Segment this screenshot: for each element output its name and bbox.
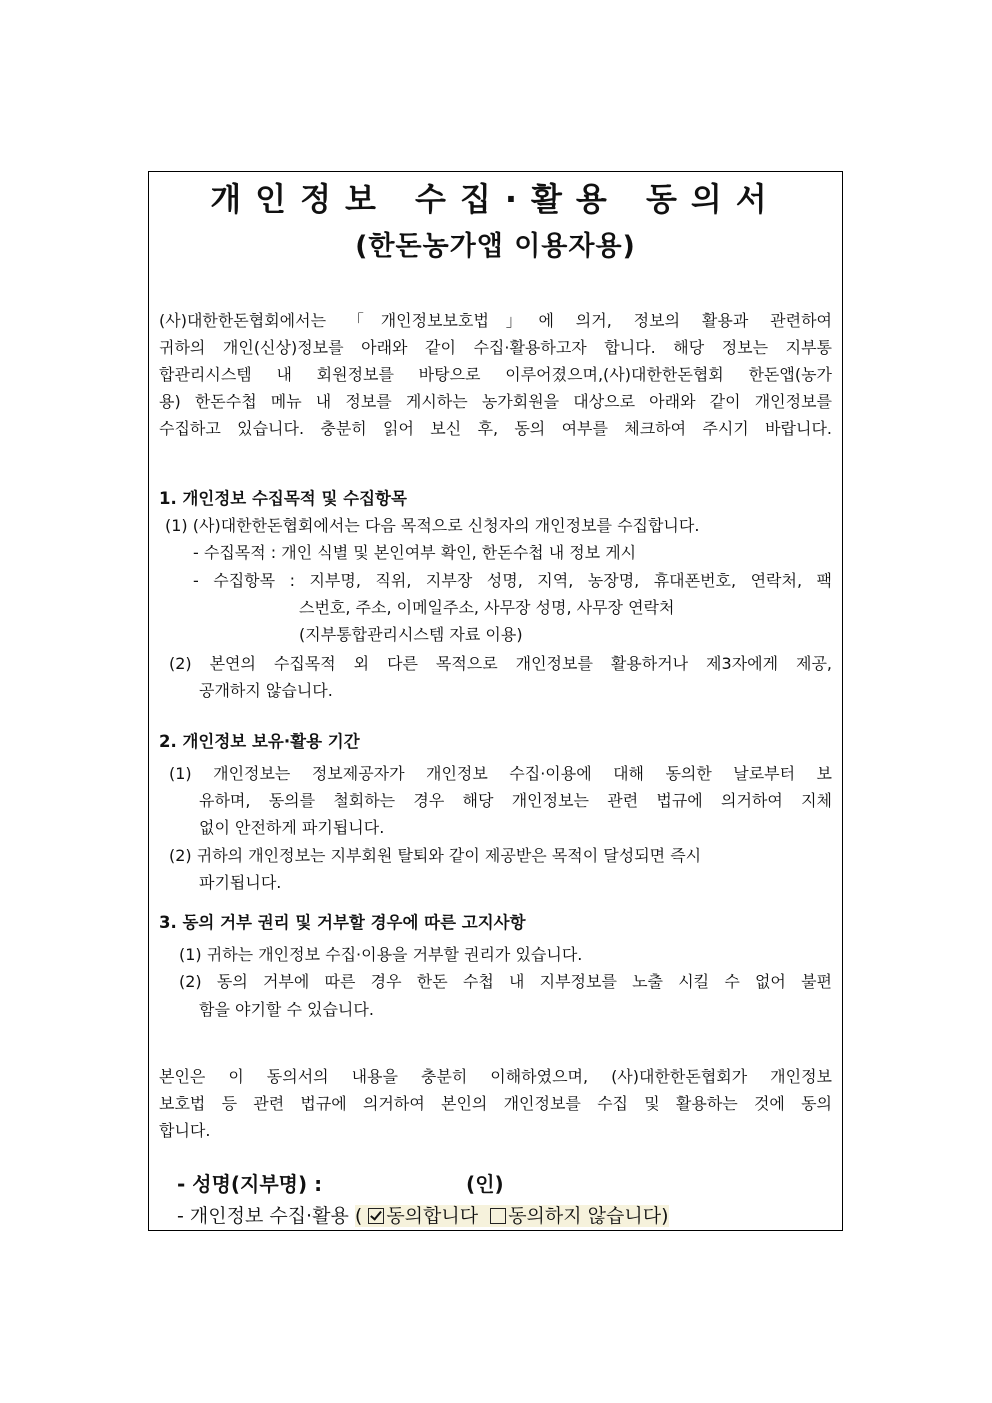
section1-line: (지부통합관리시스템 자료 이용) bbox=[299, 625, 523, 644]
section2-line: (2) 귀하의 개인정보는 지부회원 탈퇴와 같이 제공받은 목적이 달성되면 즉시 bbox=[169, 846, 702, 865]
section1-line: - 수집항목 : 지부명, 직위, 지부장 성명, 지역, 농장명, 휴대폰번호, 연락처, 팩 bbox=[193, 571, 832, 590]
section2-line: (1) 개인정보는 정보제공자가 개인정보 수집·이용에 대해 동의한 날로부터 보 bbox=[169, 764, 832, 783]
section2-heading: 2. 개인정보 보유·활용 기간 bbox=[159, 732, 360, 751]
intro-line: 수집하고 있습니다. 충분히 읽어 보신 후, 동의 여부를 체크하여 주시기 바랍니다. bbox=[159, 419, 832, 438]
section1-line: 공개하지 않습니다. bbox=[199, 681, 333, 700]
consent-options bbox=[355, 1205, 669, 1227]
close-paren: ) bbox=[661, 1205, 669, 1227]
section3-heading: 3. 동의 거부 권리 및 거부할 경우에 따른 고지사항 bbox=[159, 913, 526, 932]
section3-line: 함을 야기할 수 있습니다. bbox=[199, 1000, 374, 1019]
section3-line: (2) 동의 거부에 따른 경우 한돈 수첩 내 지부정보를 노출 시킬 수 없어 불편 bbox=[179, 972, 832, 991]
section1-heading: 1. 개인정보 수집목적 및 수집항목 bbox=[159, 489, 407, 508]
section1-line: - 수집목적 : 개인 식별 및 본인여부 확인, 한돈수첩 내 정보 게시 bbox=[193, 543, 637, 562]
intro-line: 합관리시스템 내 회원정보를 바탕으로 이루어졌으며,(사)대한한돈협회 한돈앱(농가 bbox=[159, 365, 832, 384]
consent-form bbox=[148, 171, 843, 1231]
section1-line: (1) (사)대한한돈협회에서는 다음 목적으로 신청자의 개인정보를 수집합니다. bbox=[165, 516, 700, 535]
signature-name-row bbox=[177, 1172, 832, 1196]
disagree-checkbox[interactable] bbox=[490, 1208, 506, 1224]
closing-line: 합니다. bbox=[159, 1121, 211, 1140]
intro-line: (사)대한한돈협회에서는 「개인정보보호법」에 의거, 정보의 활용과 관련하여 bbox=[159, 311, 832, 330]
section1-line: (2) 본연의 수집목적 외 다른 목적으로 개인정보를 활용하거나 제3자에게 제공, bbox=[169, 654, 832, 673]
open-paren: ( bbox=[354, 1205, 363, 1227]
disagree-label: 동의하지 않습니다 bbox=[508, 1205, 662, 1227]
consent-row bbox=[177, 1204, 832, 1228]
section2-line: 유하며, 동의를 철회하는 경우 해당 개인정보는 관련 법규에 의거하여 지체 bbox=[199, 791, 832, 810]
section3-line: (1) 귀하는 개인정보 수집·이용을 거부할 권리가 있습니다. bbox=[179, 945, 583, 964]
closing-line: 본인은 이 동의서의 내용을 충분히 이해하였으며, (사)대한한돈협회가 개인정보 bbox=[159, 1067, 832, 1086]
section2-line: 파기됩니다. bbox=[199, 873, 282, 892]
seal-label: (인) bbox=[466, 1172, 504, 1196]
agree-checkbox[interactable] bbox=[368, 1208, 384, 1224]
name-label: - 성명(지부명) : bbox=[177, 1172, 323, 1196]
section1-line: 스번호, 주소, 이메일주소, 사무장 성명, 사무장 연락처 bbox=[299, 598, 675, 617]
closing-line: 보호법 등 관련 법규에 의거하여 본인의 개인정보를 수집 및 활용하는 것에 동의 bbox=[159, 1094, 832, 1113]
form-subtitle: (한돈농가앱 이용자용) bbox=[355, 231, 636, 262]
section2-line: 없이 안전하게 파기됩니다. bbox=[199, 818, 385, 837]
agree-label: 동의합니다 bbox=[386, 1205, 479, 1227]
consent-label: - 개인정보 수집·활용 bbox=[177, 1205, 349, 1227]
intro-line: 용) 한돈수첩 메뉴 내 정보를 게시하는 농가회원을 대상으로 아래와 같이 개인정보를 bbox=[159, 392, 832, 411]
intro-line: 귀하의 개인(신상)정보를 아래와 같이 수집·활용하고자 합니다. 해당 정보는 지부통 bbox=[159, 338, 832, 357]
form-title: 개인정보 수집·활용 동의서 bbox=[210, 180, 781, 218]
